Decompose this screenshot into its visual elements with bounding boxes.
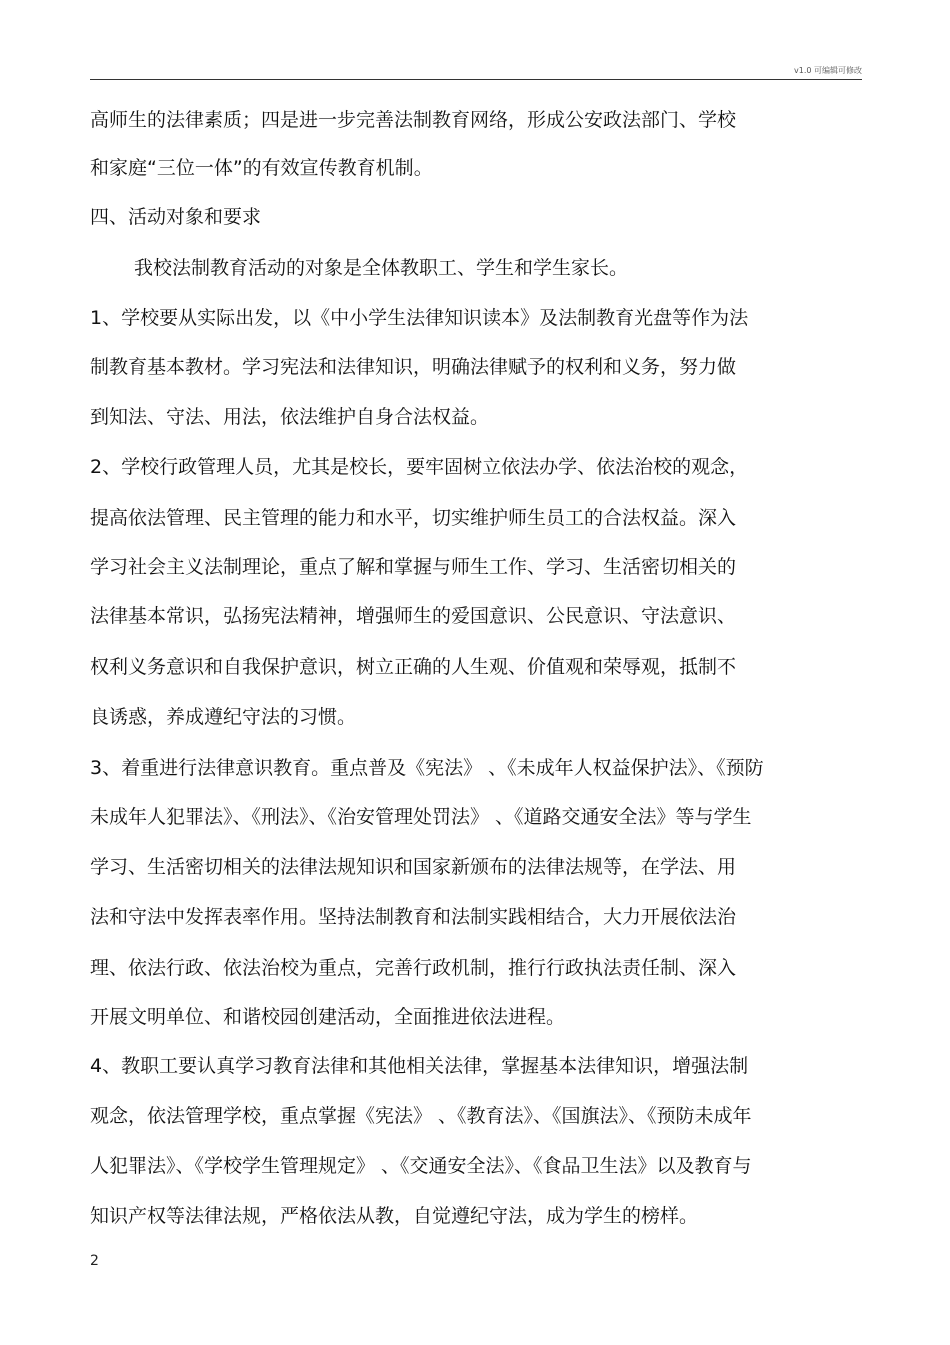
header-version-note: v1.0 可编辑可修改 <box>794 66 862 75</box>
body-line: 4、教职工要认真学习教育法律和其他相关法律，掌握基本法律知识，增强法制 <box>90 1055 749 1077</box>
body-line: 人犯罪法》、《学校学生管理规定》 、《交通安全法》、《食品卫生法》以及教育与 <box>90 1155 752 1177</box>
body-line: 我校法制教育活动的对象是全体教职工、学生和学生家长。 <box>134 257 629 279</box>
section-heading: 四、活动对象和要求 <box>90 206 262 228</box>
body-line: 权利义务意识和自我保护意识，树立正确的人生观、价值观和荣辱观，抵制不 <box>90 656 737 678</box>
body-line: 观念，依法管理学校，重点掌握《宪法》 、《教育法》、《国旗法》、《预防未成年 <box>90 1105 752 1127</box>
body-line: 高师生的法律素质；四是进一步完善法制教育网络，形成公安政法部门、学校 <box>90 109 737 131</box>
body-line: 法和守法中发挥表率作用。坚持法制教育和法制实践相结合，大力开展依法治 <box>90 906 737 928</box>
body-line: 1、学校要从实际出发，以《中小学生法律知识读本》及法制教育光盘等作为法 <box>90 307 749 329</box>
body-line: 3、着重进行法律意识教育。重点普及《宪法》 、《未成年人权益保护法》、《预防 <box>90 757 764 779</box>
body-line: 法律基本常识，弘扬宪法精神，增强师生的爱国意识、公民意识、守法意识、 <box>90 605 737 627</box>
body-line: 学习社会主义法制理论，重点了解和掌握与师生工作、学习、生活密切相关的 <box>90 556 737 578</box>
body-line: 知识产权等法律法规，严格依法从教，自觉遵纪守法，成为学生的榜样。 <box>90 1205 699 1227</box>
body-line: 2、学校行政管理人员，尤其是校长，要牢固树立依法办学、依法治校的观念， <box>90 456 749 478</box>
body-line: 学习、生活密切相关的法律法规知识和国家新颁布的法律法规等，在学法、用 <box>90 856 737 878</box>
body-line: 提高依法管理、民主管理的能力和水平，切实维护师生员工的合法权益。深入 <box>90 507 737 529</box>
body-line: 良诱惑，养成遵纪守法的习惯。 <box>90 706 357 728</box>
body-line: 到知法、守法、用法，依法维护自身合法权益。 <box>90 406 490 428</box>
body-line: 制教育基本教材。学习宪法和法律知识，明确法律赋予的权利和义务，努力做 <box>90 356 737 378</box>
body-line: 未成年人犯罪法》、《刑法》、《治安管理处罚法》 、《道路交通安全法》等与学生 <box>90 806 752 828</box>
body-line: 理、依法行政、依法治校为重点，完善行政机制，推行行政执法责任制、深入 <box>90 957 737 979</box>
body-line: 和家庭“三位一体”的有效宣传教育机制。 <box>90 157 433 179</box>
page-number: 2 <box>90 1253 99 1269</box>
body-line: 开展文明单位、和谐校园创建活动，全面推进依法进程。 <box>90 1006 566 1028</box>
